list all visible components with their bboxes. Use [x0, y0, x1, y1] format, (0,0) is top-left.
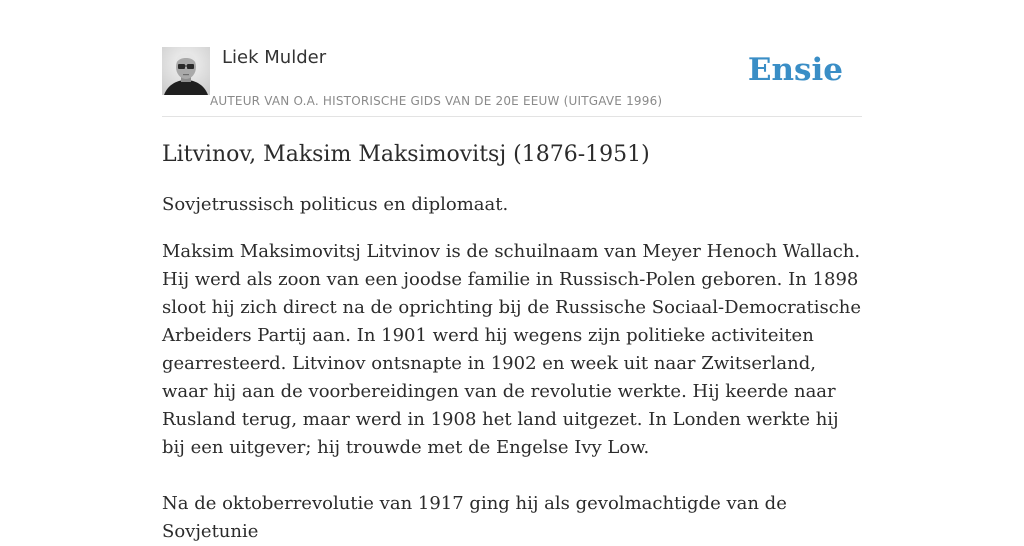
article-title: Litvinov, Maksim Maksimovitsj (1876-1951) [162, 142, 650, 167]
article-body [162, 238, 862, 546]
author-name[interactable]: Liek Mulder [222, 47, 327, 68]
author-header [162, 46, 862, 117]
author-description: AUTEUR VAN O.A. HISTORISCHE GIDS VAN DE 20E EEUW (UITGAVE 1996) [210, 94, 663, 108]
article [162, 139, 862, 546]
article-paragraph: Na de oktoberrevolutie van 1917 ging hij als gevolmachtigde van de Sovjetunie [162, 493, 787, 542]
article-lead: Sovjetrussisch politicus en diplomaat. [162, 194, 509, 215]
author-portrait-icon [162, 47, 210, 95]
author-avatar[interactable] [162, 47, 210, 95]
ensie-logo[interactable]: Ensie [747, 52, 843, 88]
article-paragraph: Maksim Maksimovitsj Litvinov is de schuilnaam van Meyer Henoch Wallach. Hij werd als zoon van een joodse familie in Russisch-Polen geboren. In 1898 sloot hij zich direct na de oprichting bij de Russische Sociaal-Democratische Arbeiders Partij aan. In 1901 werd hij wegens zijn politieke activiteiten gearresteerd. Litvinov ontsnapte in 1902 en week uit naar Zwitserland, waar hij aan de voorbereidingen van de revolutie werkte. Hij keerde naar Rusland terug, maar werd in 1908 het land uitgezet. In Londen werkte hij bij een uitgever; hij trouwde met de Engelse Ivy Low. [162, 241, 862, 458]
